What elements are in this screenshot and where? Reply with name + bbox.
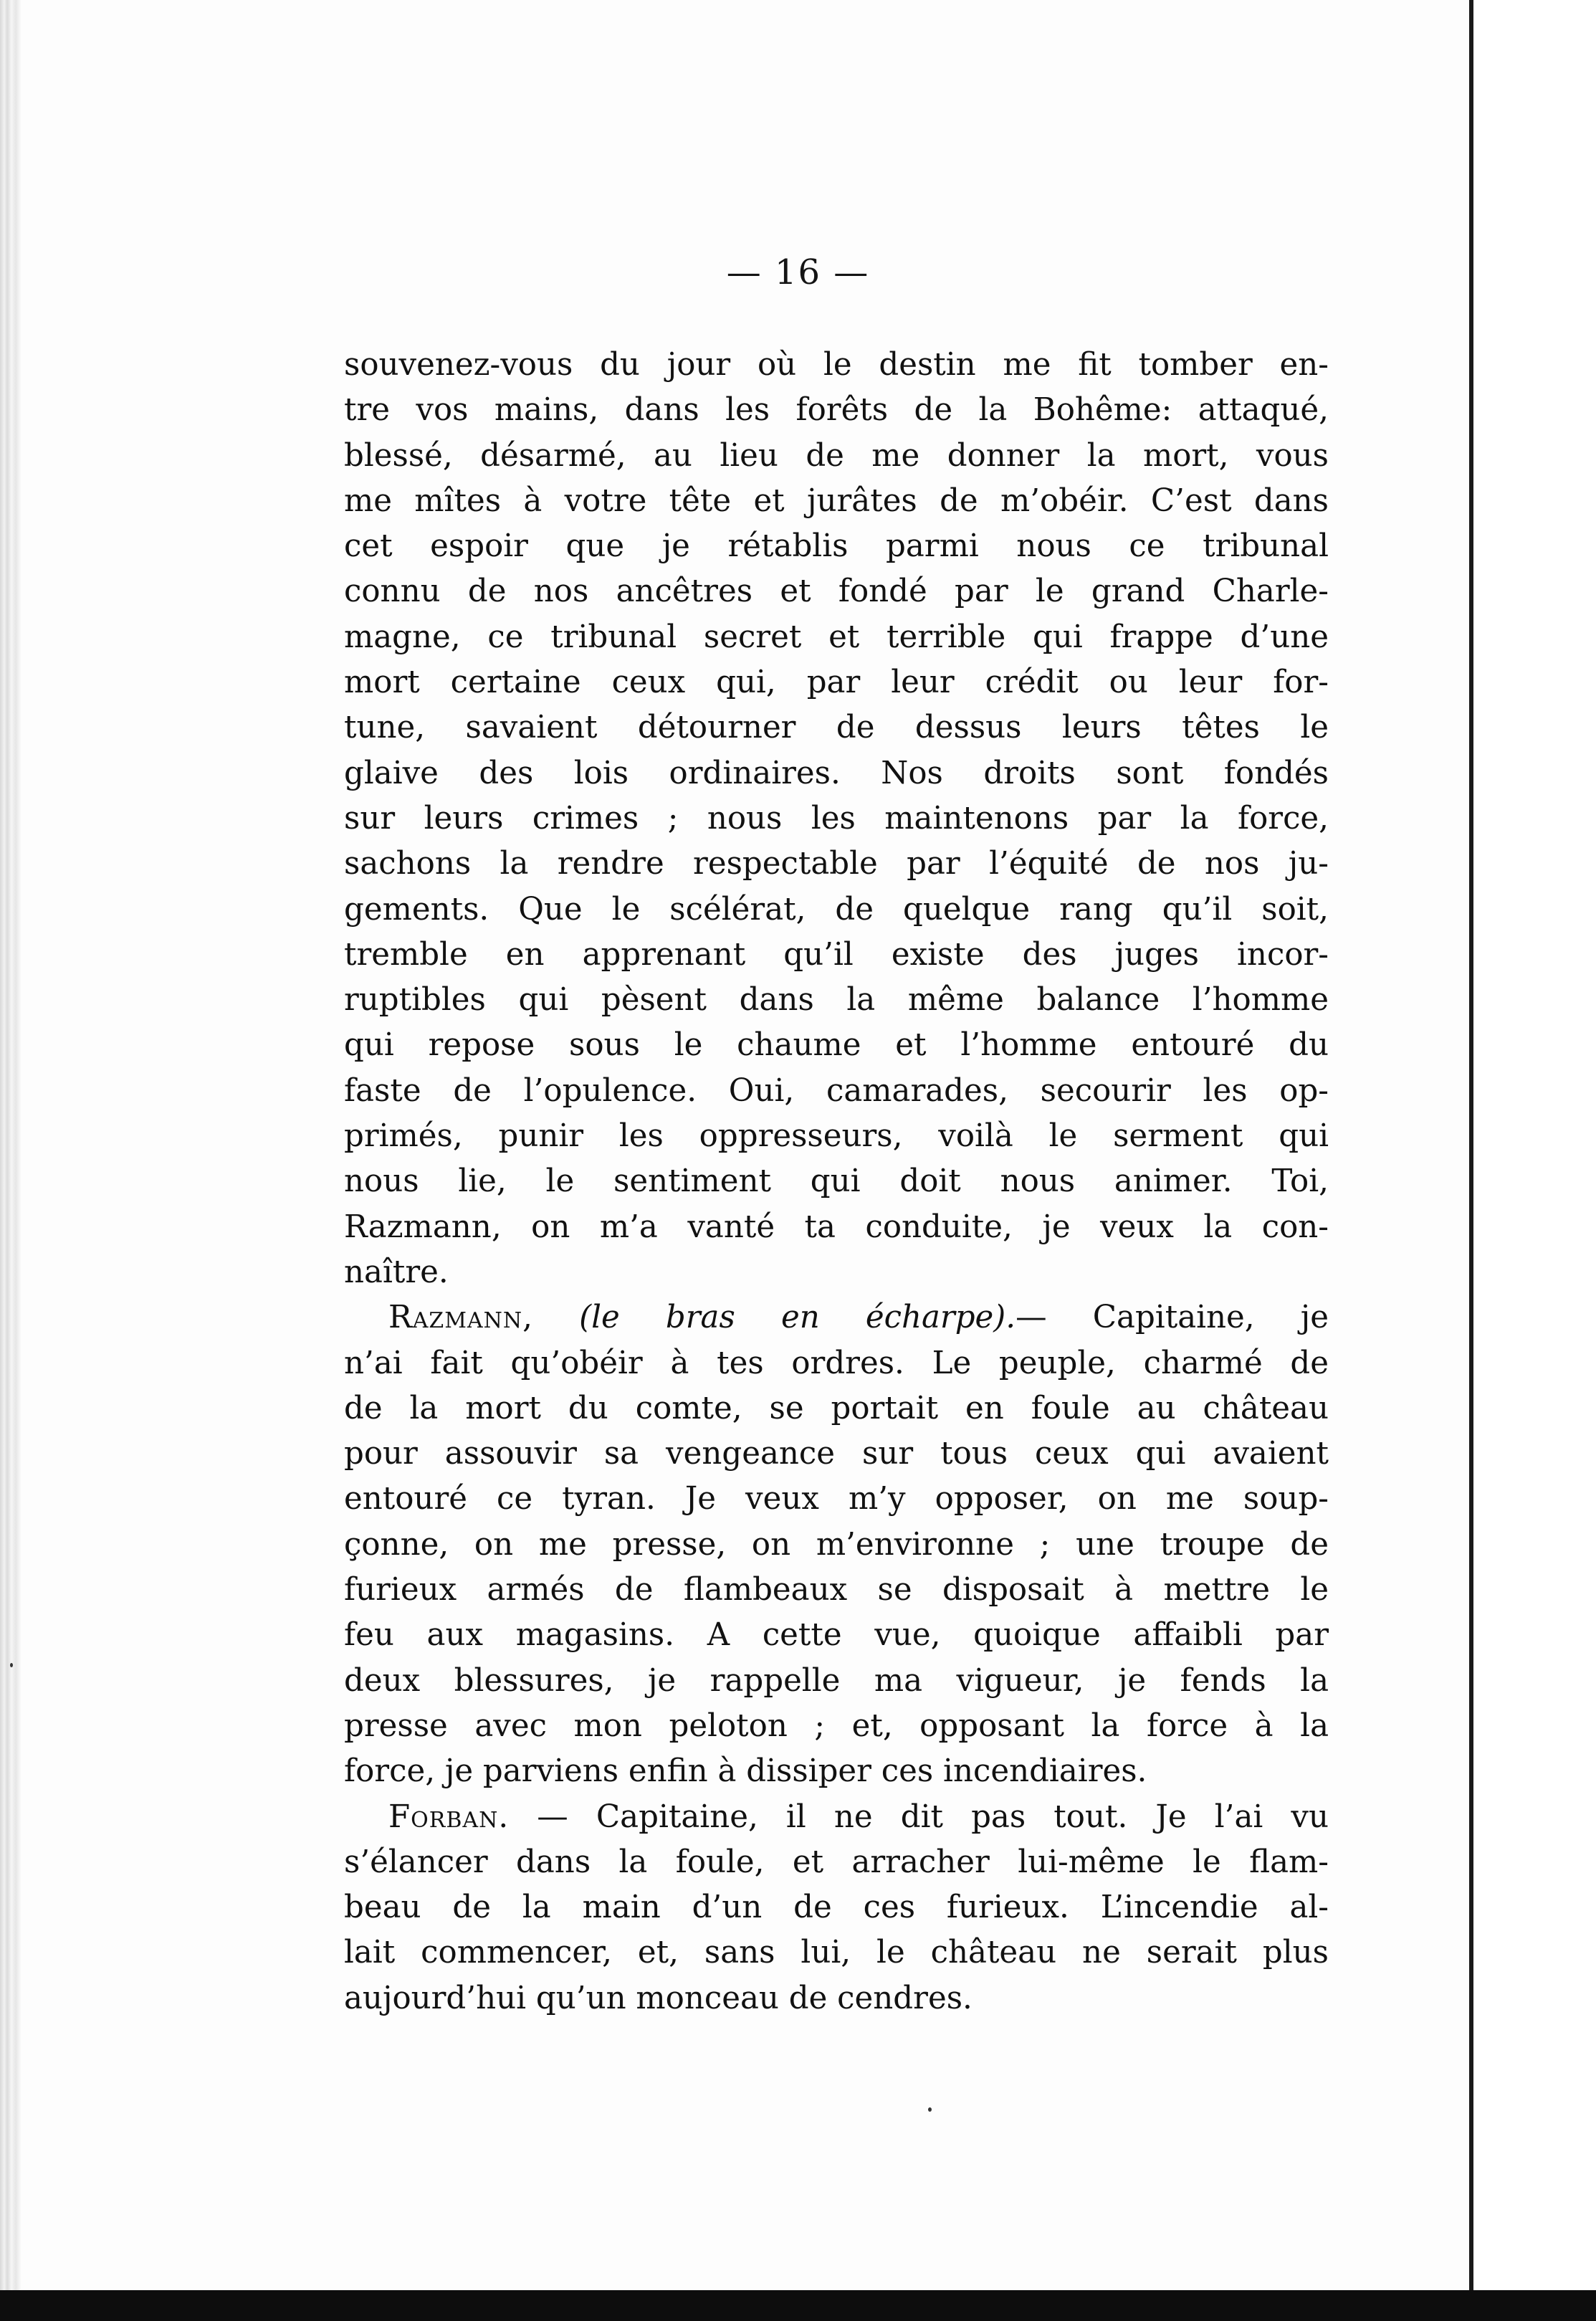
text-line: aujourd’hui qu’un monceau de cendres.	[344, 1980, 973, 2016]
text-line: de la mort du comte, se portait en foule au château	[344, 1390, 1329, 1426]
body-text	[344, 343, 1329, 2021]
text-line: presse avec mon peloton ; et, opposant la force à la	[344, 1707, 1329, 1744]
text-line: n’ai fait qu’obéir à tes ordres. Le peuple, charmé de	[344, 1345, 1329, 1381]
text-line: tre vos mains, dans les forêts de la Bohême: attaqué,	[344, 392, 1329, 429]
speech-text: — Capitaine, il ne dit pas tout. Je l’ai vu	[537, 1798, 1329, 1835]
text-line: tremble en apprenant qu’il existe des juges incor-	[344, 936, 1329, 973]
text-line: force, je parviens enfin à dissiper ces incendiaires.	[344, 1753, 1147, 1790]
text-line: entouré ce tyran. Je veux m’y opposer, on me soup-	[344, 1481, 1329, 1517]
stage-direction: (le bras en écharpe).	[579, 1300, 1016, 1336]
text-line: cet espoir que je rétablis parmi nous ce tribunal	[344, 528, 1329, 565]
scan-speck	[928, 2107, 932, 2112]
scan-edge-bottom	[0, 2290, 1596, 2321]
text-line: deux blessures, je rappelle ma vigueur, je fends la	[344, 1662, 1329, 1699]
text-line: sur leurs crimes ; nous les maintenons par la force,	[344, 800, 1329, 837]
speaker-name: Razmann,	[388, 1300, 533, 1336]
text-line: Razmann, on m’a vanté ta conduite, je veux la con-	[344, 1209, 1329, 1245]
text-line: glaive des lois ordinaires. Nos droits sont fondés	[344, 755, 1329, 791]
text-line: çonne, on me presse, on m’environne ; une troupe de	[344, 1526, 1329, 1563]
text-line: blessé, désarmé, au lieu de me donner la mort, vous	[344, 437, 1329, 474]
text-line: qui repose sous le chaume et l’homme entouré du	[344, 1027, 1329, 1064]
speech-text: — Capitaine, je	[1016, 1300, 1329, 1336]
text-line: souvenez-vous du jour où le destin me fit tomber en-	[344, 347, 1329, 383]
speaker-name: Forban.	[388, 1798, 510, 1835]
text-line: faste de l’opulence. Oui, camarades, secourir les op-	[344, 1072, 1329, 1109]
text-line: ruptibles qui pèsent dans la même balance l’homme	[344, 982, 1329, 1019]
binding-gutter	[0, 0, 21, 2321]
text-line: mort certaine ceux qui, par leur crédit ou leur for-	[344, 664, 1329, 701]
text-line: lait commencer, et, sans lui, le château ne serait plus	[344, 1935, 1329, 1971]
text-line: pour assouvir sa vengeance sur tous ceux qui avaient	[344, 1436, 1329, 1472]
speech-razmann-first-line	[344, 1295, 1329, 1340]
text-line: gements. Que le scélérat, de quelque rang qu’il soit,	[344, 891, 1329, 928]
scan-speck	[10, 1663, 13, 1667]
text-line: s’élancer dans la foule, et arracher lui-même le flam-	[344, 1844, 1329, 1880]
scan-margin-right	[1473, 0, 1596, 2321]
text-line: sachons la rendre respectable par l’équité de nos ju-	[344, 846, 1329, 882]
page-number: — 16 —	[726, 252, 870, 292]
text-line: me mîtes à votre tête et jurâtes de m’obéir. C’est dans	[344, 482, 1329, 519]
text-line: magne, ce tribunal secret et terrible qui frappe d’une	[344, 619, 1329, 655]
text-line: feu aux magasins. A cette vue, quoique affaibli par	[344, 1617, 1329, 1654]
text-line: naître.	[344, 1254, 449, 1290]
text-line: tune, savaient détourner de dessus leurs têtes le	[344, 710, 1329, 746]
text-line: connu de nos ancêtres et fondé par le grand Charle-	[344, 573, 1329, 610]
speech-forban-first-line	[344, 1795, 1329, 1840]
text-line: furieux armés de flambeaux se disposait à mettre le	[344, 1572, 1329, 1609]
text-line: nous lie, le sentiment qui doit nous animer. Toi,	[344, 1163, 1329, 1200]
text-line: beau de la main d’un de ces furieux. L’incendie al-	[344, 1889, 1329, 1926]
text-line: primés, punir les oppresseurs, voilà le serment qui	[344, 1118, 1329, 1155]
